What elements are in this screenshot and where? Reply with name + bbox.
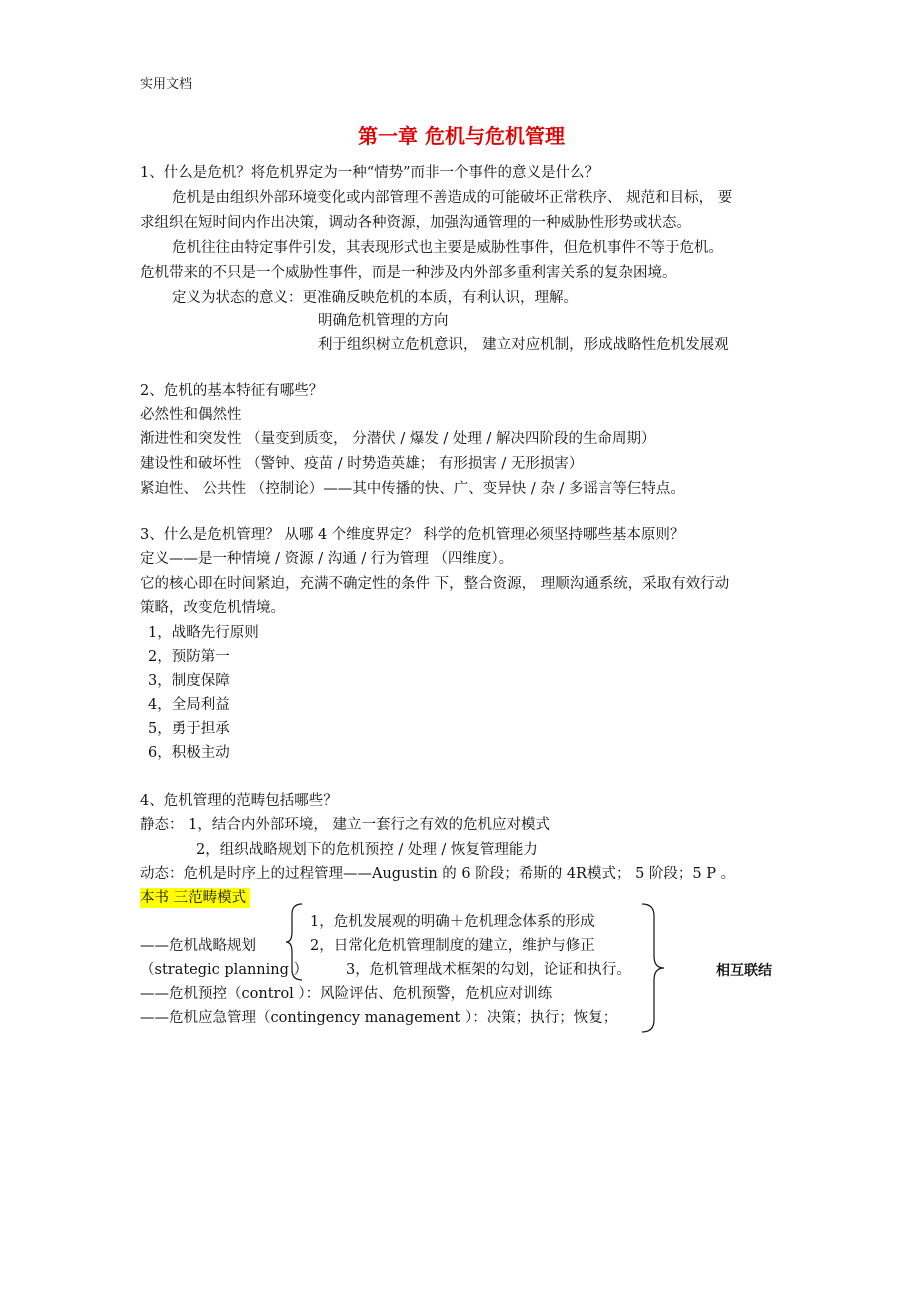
q2-feature-item: 渐进性和突发性 （量变到质变， 分潜伏 / 爆发 / 处理 / 解决四阶段的生命周期） xyxy=(140,431,656,447)
q4-strategic-sub3: 3，危机管理战术框架的勾划，论证和执行。 xyxy=(346,962,631,978)
q4-static-line2: 2，组织战略规划下的危机预控 / 处理 / 恢复管理能力 xyxy=(196,842,538,858)
q2-feature-item: 紧迫性、 公共性 （控制论）——其中传播的快、广、变异快 / 杂 / 多谣言等仨特点。 xyxy=(140,481,685,497)
q1-paragraph2-line2: 危机带来的不只是一个威胁性事件，而是一种涉及内外部多重利害关系的复杂困境。 xyxy=(140,265,677,281)
q1-paragraph3-line1: 定义为状态的意义：更准确反映危机的本质，有利认识，理解。 xyxy=(172,290,578,306)
q4-strategic-label: ——危机战略规划 xyxy=(140,938,256,954)
q2-feature-item: 建设性和破坏性 （警钟、疫苗 / 时势造英雄； 有形损害 / 无形损害） xyxy=(140,456,584,472)
q4-book-model-highlight: 本书 三范畴模式 xyxy=(140,888,250,908)
q4-question: 4、危机管理的范畴包括哪些？ xyxy=(140,793,338,809)
q3-principle-item: 5，勇于担承 xyxy=(148,721,230,737)
q4-interconnect-label: 相互联结 xyxy=(716,963,772,979)
q3-principle-item: 2，预防第一 xyxy=(148,649,230,665)
q2-feature-item: 必然性和偶然性 xyxy=(140,407,242,423)
q3-principle-item: 6，积极主动 xyxy=(148,745,230,761)
left-brace-icon xyxy=(284,902,308,982)
q3-core-line2: 策略，改变危机情境。 xyxy=(140,600,285,616)
q1-paragraph1-line2: 求组织在短时间内作出决策，调动各种资源，加强沟通管理的一种威胁性形势或状态。 xyxy=(140,215,691,231)
q1-paragraph1-line1: 危机是由组织外部环境变化或内部管理不善造成的可能破坏正常秩序、 规范和目标， 要 xyxy=(172,190,733,206)
q4-control: ——危机预控（control ）：风险评估、危机预警，危机应对训练 xyxy=(140,986,553,1002)
q4-strategic-en: （strategic planning ） xyxy=(140,962,309,978)
q4-static-line1: 静态： 1，结合内外部环境， 建立一套行之有效的危机应对模式 xyxy=(140,817,550,833)
q1-paragraph3-line2: 明确危机管理的方向 xyxy=(318,313,449,329)
q3-question: 3、什么是危机管理？ 从哪 4 个维度界定？ 科学的危机管理必须坚持哪些基本原则？ xyxy=(140,527,685,543)
right-brace-icon xyxy=(640,902,670,1036)
document-header: 实用文档 xyxy=(140,77,193,92)
q4-strategic-sub2: 2，日常化危机管理制度的建立，维护与修正 xyxy=(310,938,595,954)
q4-strategic-sub1: 1，危机发展观的明确＋危机理念体系的形成 xyxy=(310,914,595,930)
chapter-title: 第一章 危机与危机管理 xyxy=(358,124,565,148)
q1-paragraph2-line1: 危机往往由特定事件引发，其表现形式也主要是威胁性事件，但危机事件不等于危机。 xyxy=(172,240,723,256)
q1-question: 1、什么是危机？将危机界定为一种“情势”而非一个事件的意义是什么？ xyxy=(140,165,600,181)
q3-principle-item: 3，制度保障 xyxy=(148,673,230,689)
q3-principle-item: 4，全局利益 xyxy=(148,697,230,713)
q2-question: 2、危机的基本特征有哪些？ xyxy=(140,383,324,399)
q4-dynamic: 动态：危机是时序上的过程管理——Augustin 的 6 阶段；希斯的 4R模式； 5 阶段；5 P 。 xyxy=(140,866,736,882)
q3-definition: 定义——是一种情境 / 资源 / 沟通 / 行为管理 （四维度）。 xyxy=(140,551,514,567)
q4-contingency: ——危机应急管理（contingency management ）：决策；执行；恢复； xyxy=(140,1010,618,1026)
q1-paragraph3-line3: 利于组织树立危机意识， 建立对应机制，形成战略性危机发展观 xyxy=(318,337,729,353)
q3-core-line1: 它的核心即在时间紧迫，充满不确定性的条件 下，整合资源， 理顺沟通系统，采取有效行动 xyxy=(140,576,730,592)
q3-principle-item: 1，战略先行原则 xyxy=(148,625,259,641)
